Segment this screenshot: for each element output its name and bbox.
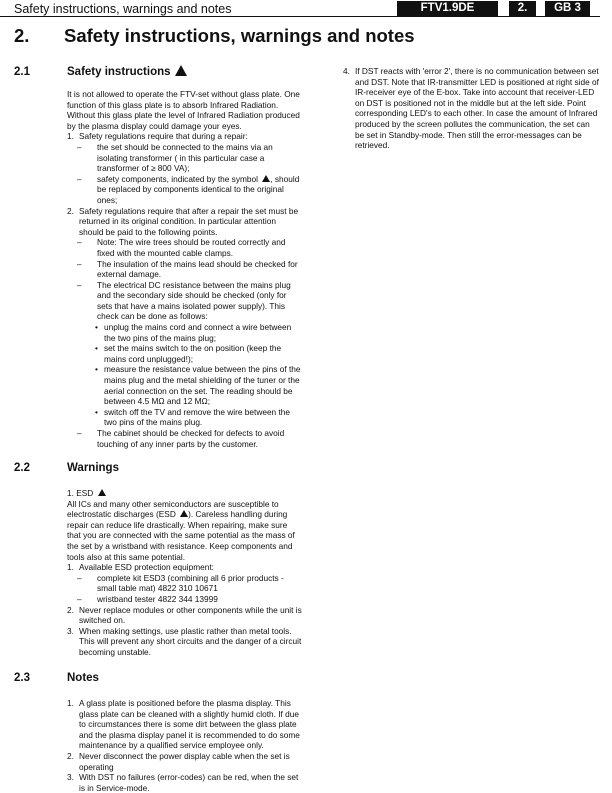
list-item: • switch off the TV and remove the wire between the two pins of the mains plug. [95,406,291,428]
page-badge: GB 3 [545,1,590,16]
section-heading-warnings: 2.2 Warnings [14,462,119,474]
header-rule [0,16,600,17]
list-item: • set the mains switch to the on position (keep the mains cord unplugged!); [95,343,282,364]
header-title: Safety instructions, warnings and notes [14,2,232,16]
model-badge: FTV1.9DE [397,1,498,16]
section-heading-notes: 2.3 Notes [14,672,99,684]
list-item: 4. If DST reacts with 'error 2', there is no communication between set and DST. Note that IR-transmitter LED is positioned at right side of IR-receiver eye of the E-box. Take into account that receiver-LED on DST is positioned not in the middle but at the left side. Point corresponding LED's to each other. In case the amount of Infrared produced by the screen pollutes the communication, the set can be set in Standby-mode. Then still the error-messages can be retrieved. [343,66,599,151]
list-item: 2. Never disconnect the power display cable when the set is operating [67,750,290,772]
notes-body [67,698,302,793]
list-item: 3. When making settings, use plastic rather than metal tools. This will prevent any short circuits and the danger of a circuit becoming unstable. [67,625,302,657]
list-item: 1. Safety regulations require that during a repair: [67,131,248,142]
list-item: 3. With DST no failures (error-codes) can be red, when the set is in Service-mode. [67,772,299,793]
list-item: 2. Safety regulations require that after a repair the set must be returned in its original condition. In particular attention should be paid to the following points. [67,205,299,237]
list-item: – The electrical DC resistance between the mains plug and the secondary side should be checked (only for sets that have a mains isolated power supply). This check can be done as follows: [77,279,291,322]
list-item: – the set should be connected to the mains via an isolating transformer ( in this particular case a transformer of ≥ 800 VA); [77,141,273,174]
esd-icon [98,489,106,496]
esd-heading: 1. ESD [67,488,302,499]
list-item: 2. Never replace modules or other components while the unit is switched on. [67,604,302,626]
list-item: • unplug the mains cord and connect a wire between the two pins of the mains plug; [95,322,292,343]
list-item: – complete kit ESD3 (combining all 6 prior products - small table mat) 4822 310 10671 [77,572,284,594]
page-header [0,0,612,18]
list-item: – The cabinet should be checked for defects to avoid touching of any inner parts by the customer. [77,428,285,449]
section-heading-safety: 2.1 Safety instructions [14,65,187,78]
warnings-body [67,488,302,658]
page-title: 2. Safety instructions, warnings and notes [14,25,415,46]
list-item: – wristband tester 4822 344 13999 [77,593,218,604]
chapter-badge: 2. [509,1,536,16]
list-item: – safety components, indicated by the symbol , should be replaced by components identical to the original ones; [77,173,300,205]
list-item: 1. A glass plate is positioned before the plasma display. This glass plate can be cleaned with a slightly humid cloth. If due to circumstances there is some dirt between the glass plate and the plasma display panel it is recommended to do some maintenance by a qualified service employee only. [67,698,300,751]
paragraph: It is not allowed to operate the FTV-set without glass plate. One function of this glass plate is to absorb Infrared Radiation. Without this glass plate the level of Infrared Radiation produced by the plasma display could damage your eyes. [67,89,300,131]
list-item: – Note: The wire trees should be routed correctly and fixed with the mounted cable clamps. [77,237,286,258]
safety-instructions-continued [343,66,601,151]
list-item: 1. Available ESD protection equipment: [67,562,214,573]
warning-triangle-icon [175,65,187,76]
esd-icon [180,510,188,517]
safety-instructions-body [67,89,302,449]
paragraph: All ICs and many other semiconductors are susceptible to electrostatic discharges (ESD ). Careless handling during repair can reduce life drastically. When repairing, make sure that you are connected with the same potential as the mass of the set by a wristband with resistance. Keep components and tools also at this same potential. [67,498,295,562]
list-item: • measure the resistance value between the pins of the mains plug and the metal shielding of the tuner or the aerial connection on the set. The reading should be between 4.5 MΩ and 12 MΩ; [95,364,301,407]
list-item: – The insulation of the mains lead should be checked for external damage. [77,258,298,280]
